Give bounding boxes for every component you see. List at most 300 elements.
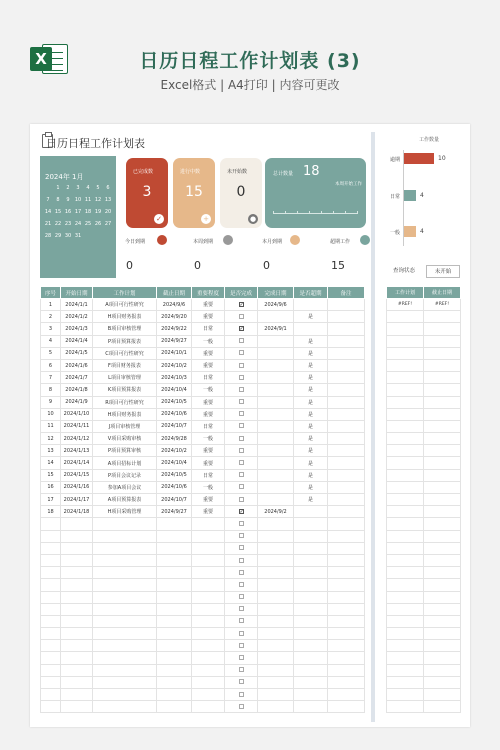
checkbox[interactable] xyxy=(239,497,244,502)
table-cell: 是 xyxy=(294,311,328,323)
table-row-empty xyxy=(387,518,461,530)
table-cell xyxy=(258,676,294,688)
status-dropdown[interactable]: 未开始 xyxy=(426,265,460,278)
stat-due-today-label: 今日到期 xyxy=(125,239,146,245)
table-cell xyxy=(387,420,424,432)
table-cell: 是 xyxy=(294,469,328,481)
table-cell: L项目审核管理 xyxy=(93,372,157,384)
table-cell xyxy=(93,615,157,627)
bar-mark xyxy=(404,153,434,164)
table-cell xyxy=(328,615,365,627)
table-cell xyxy=(328,481,365,493)
table-cell xyxy=(328,433,365,445)
table-cell xyxy=(258,701,294,713)
card-not-started xyxy=(220,158,262,228)
table-cell: 重要 xyxy=(192,347,225,359)
table-cell[interactable] xyxy=(225,603,258,615)
checkbox[interactable] xyxy=(239,484,244,489)
table-cell xyxy=(387,359,424,371)
calendar-day[interactable]: 17 xyxy=(74,209,82,215)
table-cell xyxy=(294,676,328,688)
completed-checkbox-cell[interactable] xyxy=(225,445,258,457)
table-cell xyxy=(294,518,328,530)
checkbox[interactable] xyxy=(239,558,244,563)
checkbox[interactable] xyxy=(239,387,244,392)
calendar-day[interactable]: 14 xyxy=(44,209,52,215)
table-cell: 2024/1/3 xyxy=(61,323,93,335)
completed-checkbox-cell[interactable] xyxy=(225,335,258,347)
table-cell xyxy=(192,676,225,688)
table-cell xyxy=(328,384,365,396)
table-row-empty xyxy=(41,652,365,664)
table-cell xyxy=(387,311,424,323)
completed-checkbox-cell[interactable] xyxy=(225,372,258,384)
table-cell xyxy=(387,579,424,591)
calendar-day[interactable]: 7 xyxy=(46,197,50,203)
table-cell xyxy=(424,554,461,566)
table-cell[interactable] xyxy=(225,689,258,701)
table-cell xyxy=(424,615,461,627)
table-cell: 是 xyxy=(294,494,328,506)
table-cell: 2024/10/5 xyxy=(157,469,192,481)
calendar-day[interactable]: 15 xyxy=(54,209,62,215)
checkbox[interactable] xyxy=(239,350,244,355)
calendar-day[interactable]: 24 xyxy=(74,221,82,227)
table-cell xyxy=(387,323,424,335)
table-row-empty xyxy=(41,664,365,676)
table-row xyxy=(41,481,365,493)
table-cell: 是 xyxy=(294,457,328,469)
table-cell xyxy=(328,542,365,554)
table-cell: H项目财务报表 xyxy=(93,311,157,323)
completed-checkbox-cell[interactable] xyxy=(225,408,258,420)
column-header: 工作计划 xyxy=(387,287,424,299)
table-cell[interactable] xyxy=(225,640,258,652)
table-cell: 2024/1/1 xyxy=(61,299,93,311)
table-cell xyxy=(192,664,225,676)
table-cell xyxy=(328,530,365,542)
table-row-empty xyxy=(387,433,461,445)
calendar-day[interactable]: 12 xyxy=(94,197,102,203)
mini-chart-ticks xyxy=(273,211,358,214)
table-row xyxy=(41,408,365,420)
table-cell xyxy=(328,359,365,371)
completed-checkbox-cell[interactable] xyxy=(225,347,258,359)
table-row-empty xyxy=(387,408,461,420)
table-cell xyxy=(328,311,365,323)
table-cell xyxy=(157,664,192,676)
table-cell: F项目财务报表 xyxy=(93,359,157,371)
table-cell xyxy=(328,664,365,676)
table-cell xyxy=(294,652,328,664)
table-cell xyxy=(61,530,93,542)
table-cell xyxy=(387,664,424,676)
table-cell xyxy=(61,701,93,713)
card-total-value: 18 xyxy=(303,164,320,179)
calendar-day[interactable]: 18 xyxy=(84,209,92,215)
completed-checkbox-cell[interactable] xyxy=(225,311,258,323)
completed-checkbox-cell[interactable] xyxy=(225,457,258,469)
calendar-day[interactable]: 26 xyxy=(94,221,102,227)
calendar-day[interactable]: 16 xyxy=(64,209,72,215)
table-cell: 2024/10/5 xyxy=(157,396,192,408)
column-header: 截止日期 xyxy=(157,287,192,299)
table-cell: 2024/9/28 xyxy=(157,433,192,445)
table-row xyxy=(41,457,365,469)
calendar-day[interactable]: 4 xyxy=(86,185,90,191)
table-cell xyxy=(328,457,365,469)
completed-checkbox-cell[interactable] xyxy=(225,469,258,481)
table-cell xyxy=(61,640,93,652)
table-cell xyxy=(258,457,294,469)
calendar-day[interactable]: 11 xyxy=(84,197,92,203)
checkbox[interactable] xyxy=(239,667,244,672)
table-cell xyxy=(387,396,424,408)
checkbox[interactable] xyxy=(239,314,244,319)
table-row-empty xyxy=(387,591,461,603)
table-cell xyxy=(258,664,294,676)
checkbox[interactable] xyxy=(239,338,244,343)
table-cell: 2024/9/27 xyxy=(157,506,192,518)
stat-due-month-label: 本月到期 xyxy=(262,239,283,245)
table-cell: 8 xyxy=(41,384,61,396)
table-row-empty xyxy=(387,664,461,676)
checkbox[interactable] xyxy=(239,363,244,368)
completed-checkbox-cell[interactable] xyxy=(225,359,258,371)
calendar-day[interactable]: 13 xyxy=(104,197,112,203)
table-row-empty xyxy=(41,615,365,627)
table-cell xyxy=(41,689,61,701)
calendar-day[interactable]: 6 xyxy=(106,185,110,191)
table-cell: 2024/1/11 xyxy=(61,420,93,432)
table-cell: 2024/1/13 xyxy=(61,445,93,457)
checkbox[interactable] xyxy=(239,618,244,623)
completed-checkbox-cell[interactable] xyxy=(225,420,258,432)
table-cell: 是 xyxy=(294,384,328,396)
checkbox[interactable] xyxy=(239,594,244,599)
stat-overdue xyxy=(330,238,350,245)
table-cell: 2024/1/8 xyxy=(61,384,93,396)
table-cell: 2024/1/18 xyxy=(61,506,93,518)
table-cell xyxy=(424,676,461,688)
table-cell xyxy=(424,518,461,530)
table-cell: 14 xyxy=(41,457,61,469)
calendar-day[interactable]: 2 xyxy=(66,185,70,191)
work-count-title: 工作数量 xyxy=(419,137,440,143)
checkbox[interactable] xyxy=(239,643,244,648)
checkbox[interactable] xyxy=(239,436,244,441)
table-cell: 2024/10/7 xyxy=(157,420,192,432)
table-row xyxy=(41,506,365,518)
table-cell xyxy=(41,603,61,615)
calendar-day[interactable]: 9 xyxy=(66,197,70,203)
table-cell xyxy=(258,567,294,579)
checkbox[interactable] xyxy=(239,448,244,453)
table-cell xyxy=(258,689,294,701)
checkbox[interactable] xyxy=(239,704,244,709)
table-cell: 7 xyxy=(41,372,61,384)
table-cell[interactable] xyxy=(225,664,258,676)
table-cell xyxy=(41,640,61,652)
table-cell xyxy=(328,299,365,311)
table-cell xyxy=(192,518,225,530)
table-row xyxy=(41,359,365,371)
table-cell[interactable] xyxy=(225,652,258,664)
calendar-day[interactable]: 20 xyxy=(104,209,112,215)
table-cell xyxy=(328,652,365,664)
table-cell: 是 xyxy=(294,445,328,457)
table-cell xyxy=(424,689,461,701)
table-cell: 2024/1/12 xyxy=(61,433,93,445)
table-cell xyxy=(41,628,61,640)
table-row-empty xyxy=(387,689,461,701)
bar-mark xyxy=(404,190,416,201)
calendar-day[interactable]: 10 xyxy=(74,197,82,203)
table-cell xyxy=(41,664,61,676)
table-cell xyxy=(387,542,424,554)
completed-checkbox-cell[interactable] xyxy=(225,481,258,493)
table-cell: 2024/1/5 xyxy=(61,347,93,359)
table-cell xyxy=(258,396,294,408)
table-cell xyxy=(387,481,424,493)
calendar-day[interactable]: 22 xyxy=(54,221,62,227)
table-row-empty xyxy=(387,372,461,384)
table-cell xyxy=(294,628,328,640)
table-cell: 重要 xyxy=(192,359,225,371)
calendar-day[interactable]: 8 xyxy=(56,197,60,203)
table-cell xyxy=(294,603,328,615)
table-cell xyxy=(294,579,328,591)
alarm-icon xyxy=(157,235,167,245)
card-total-sub: 本周开始工作 xyxy=(335,182,362,187)
checkbox[interactable] xyxy=(239,460,244,465)
table-cell[interactable] xyxy=(225,530,258,542)
table-cell[interactable] xyxy=(225,701,258,713)
table-cell xyxy=(328,420,365,432)
table-cell xyxy=(328,469,365,481)
table-cell xyxy=(424,640,461,652)
table-row-empty xyxy=(41,603,365,615)
table-cell xyxy=(387,347,424,359)
checkbox[interactable]: ✓ xyxy=(239,301,244,308)
calendar-day[interactable]: 3 xyxy=(76,185,80,191)
checkbox[interactable] xyxy=(239,570,244,575)
table-cell xyxy=(61,567,93,579)
completed-checkbox-cell[interactable] xyxy=(225,506,258,518)
table-cell xyxy=(424,506,461,518)
table-cell xyxy=(387,567,424,579)
table-row-empty xyxy=(41,628,365,640)
table-cell xyxy=(157,640,192,652)
table-cell xyxy=(424,567,461,579)
calendar-day[interactable]: 21 xyxy=(44,221,52,227)
calendar-day[interactable]: 1 xyxy=(56,185,60,191)
table-cell[interactable] xyxy=(225,554,258,566)
table-cell xyxy=(424,445,461,457)
table-cell[interactable] xyxy=(225,567,258,579)
table-cell xyxy=(192,628,225,640)
completed-checkbox-cell[interactable] xyxy=(225,494,258,506)
table-cell: 2024/9/22 xyxy=(157,323,192,335)
checkbox[interactable] xyxy=(239,655,244,660)
table-cell: 2024/10/7 xyxy=(157,494,192,506)
completed-checkbox-cell[interactable] xyxy=(225,299,258,311)
bar-label: 一般 xyxy=(390,230,401,236)
table-cell xyxy=(258,481,294,493)
checkbox[interactable] xyxy=(239,472,244,477)
table-cell xyxy=(258,652,294,664)
table-cell[interactable] xyxy=(225,676,258,688)
table-cell: R项目可行性研究 xyxy=(93,396,157,408)
table-cell xyxy=(258,445,294,457)
table-cell xyxy=(93,579,157,591)
table-cell xyxy=(61,652,93,664)
checkbox[interactable] xyxy=(239,375,244,380)
table-cell: 9 xyxy=(41,396,61,408)
table-cell[interactable] xyxy=(225,579,258,591)
table-cell xyxy=(387,494,424,506)
table-cell: A项目招标计划 xyxy=(93,457,157,469)
table-cell xyxy=(258,384,294,396)
table-cell xyxy=(61,603,93,615)
plus-icon: + xyxy=(201,214,211,224)
table-cell xyxy=(258,347,294,359)
table-cell xyxy=(387,469,424,481)
table-cell: 6 xyxy=(41,359,61,371)
table-cell xyxy=(328,676,365,688)
checkbox[interactable] xyxy=(239,411,244,416)
table-row-empty xyxy=(387,542,461,554)
flame-icon: ● xyxy=(249,215,257,223)
checkbox[interactable] xyxy=(239,582,244,587)
table-cell[interactable] xyxy=(225,591,258,603)
table-cell: 18 xyxy=(41,506,61,518)
table-cell xyxy=(258,591,294,603)
checkbox[interactable] xyxy=(239,521,244,526)
completed-checkbox-cell[interactable] xyxy=(225,433,258,445)
checkbox[interactable] xyxy=(239,679,244,684)
table-row-empty xyxy=(387,530,461,542)
calendar-day[interactable] xyxy=(43,184,53,192)
table-cell: 重要 xyxy=(192,408,225,420)
table-row-empty xyxy=(41,518,365,530)
calendar-days xyxy=(43,184,113,240)
table-cell[interactable] xyxy=(225,628,258,640)
table-cell xyxy=(424,408,461,420)
completed-checkbox-cell[interactable] xyxy=(225,384,258,396)
checkbox[interactable] xyxy=(239,423,244,428)
table-row xyxy=(41,445,365,457)
table-cell: 是 xyxy=(294,347,328,359)
table-cell xyxy=(424,701,461,713)
table-row-empty xyxy=(387,396,461,408)
checkbox[interactable] xyxy=(239,631,244,636)
table-cell: P项目会议记录 xyxy=(93,469,157,481)
checkbox[interactable]: ✓ xyxy=(239,508,244,515)
calendar-day[interactable]: 27 xyxy=(104,221,112,227)
table-row-empty xyxy=(41,591,365,603)
table-cell xyxy=(258,335,294,347)
table-cell: B项目审核管理 xyxy=(93,323,157,335)
table-row-empty xyxy=(41,554,365,566)
table-cell: A项目可行性研究 xyxy=(93,299,157,311)
table-cell[interactable] xyxy=(225,518,258,530)
table-cell xyxy=(294,640,328,652)
calendar-day[interactable]: 31 xyxy=(74,233,82,239)
calendar-day[interactable]: 5 xyxy=(96,185,100,191)
table-cell xyxy=(328,347,365,359)
table-cell: 是 xyxy=(294,372,328,384)
table-cell xyxy=(424,542,461,554)
table-cell xyxy=(387,591,424,603)
table-cell xyxy=(157,579,192,591)
table-cell xyxy=(387,372,424,384)
table-cell: J项目审核管理 xyxy=(93,420,157,432)
table-cell: 2 xyxy=(41,311,61,323)
table-cell: 一般 xyxy=(192,335,225,347)
table-cell xyxy=(258,603,294,615)
table-row-empty xyxy=(41,530,365,542)
table-cell xyxy=(424,494,461,506)
table-cell: 2024/9/20 xyxy=(157,311,192,323)
calendar-day[interactable]: 29 xyxy=(54,233,62,239)
table-cell xyxy=(387,701,424,713)
table-cell xyxy=(424,603,461,615)
checkbox[interactable] xyxy=(239,545,244,550)
table-cell xyxy=(93,676,157,688)
table-cell xyxy=(387,554,424,566)
table-cell: #REF! xyxy=(387,299,424,311)
table-cell: 2024/9/6 xyxy=(157,299,192,311)
table-cell: 2024/10/2 xyxy=(157,359,192,371)
table-cell xyxy=(424,469,461,481)
bar-value: 4 xyxy=(420,192,424,199)
column-header: 完成日期 xyxy=(258,287,294,299)
table-cell: 1 xyxy=(41,299,61,311)
table-cell xyxy=(328,554,365,566)
table-cell[interactable] xyxy=(225,615,258,627)
table-cell: 2024/1/4 xyxy=(61,335,93,347)
table-cell xyxy=(424,335,461,347)
checkbox[interactable] xyxy=(239,606,244,611)
card-completed-value: 3 xyxy=(142,184,152,200)
table-cell xyxy=(41,567,61,579)
calendar-day[interactable]: 19 xyxy=(94,209,102,215)
table-cell xyxy=(328,603,365,615)
bar-label: 逾期 xyxy=(390,157,401,163)
table-row-empty xyxy=(387,494,461,506)
table-cell xyxy=(294,615,328,627)
completed-checkbox-cell[interactable] xyxy=(225,323,258,335)
card-completed-label: 已完成数 xyxy=(133,169,154,175)
checkbox[interactable] xyxy=(239,692,244,697)
table-cell: 5 xyxy=(41,347,61,359)
table-cell: 是 xyxy=(294,408,328,420)
checkbox[interactable]: ✓ xyxy=(239,325,244,332)
checkbox[interactable] xyxy=(239,399,244,404)
table-cell xyxy=(328,506,365,518)
table-cell[interactable] xyxy=(225,542,258,554)
table-cell xyxy=(424,372,461,384)
completed-checkbox-cell[interactable] xyxy=(225,396,258,408)
table-cell: C项目可行性研究 xyxy=(93,347,157,359)
calendar-day[interactable]: 28 xyxy=(44,233,52,239)
table-cell xyxy=(258,311,294,323)
calendar-day[interactable]: 30 xyxy=(64,233,72,239)
calendar-day[interactable]: 25 xyxy=(84,221,92,227)
calendar-day[interactable]: 23 xyxy=(64,221,72,227)
checkbox[interactable] xyxy=(239,533,244,538)
